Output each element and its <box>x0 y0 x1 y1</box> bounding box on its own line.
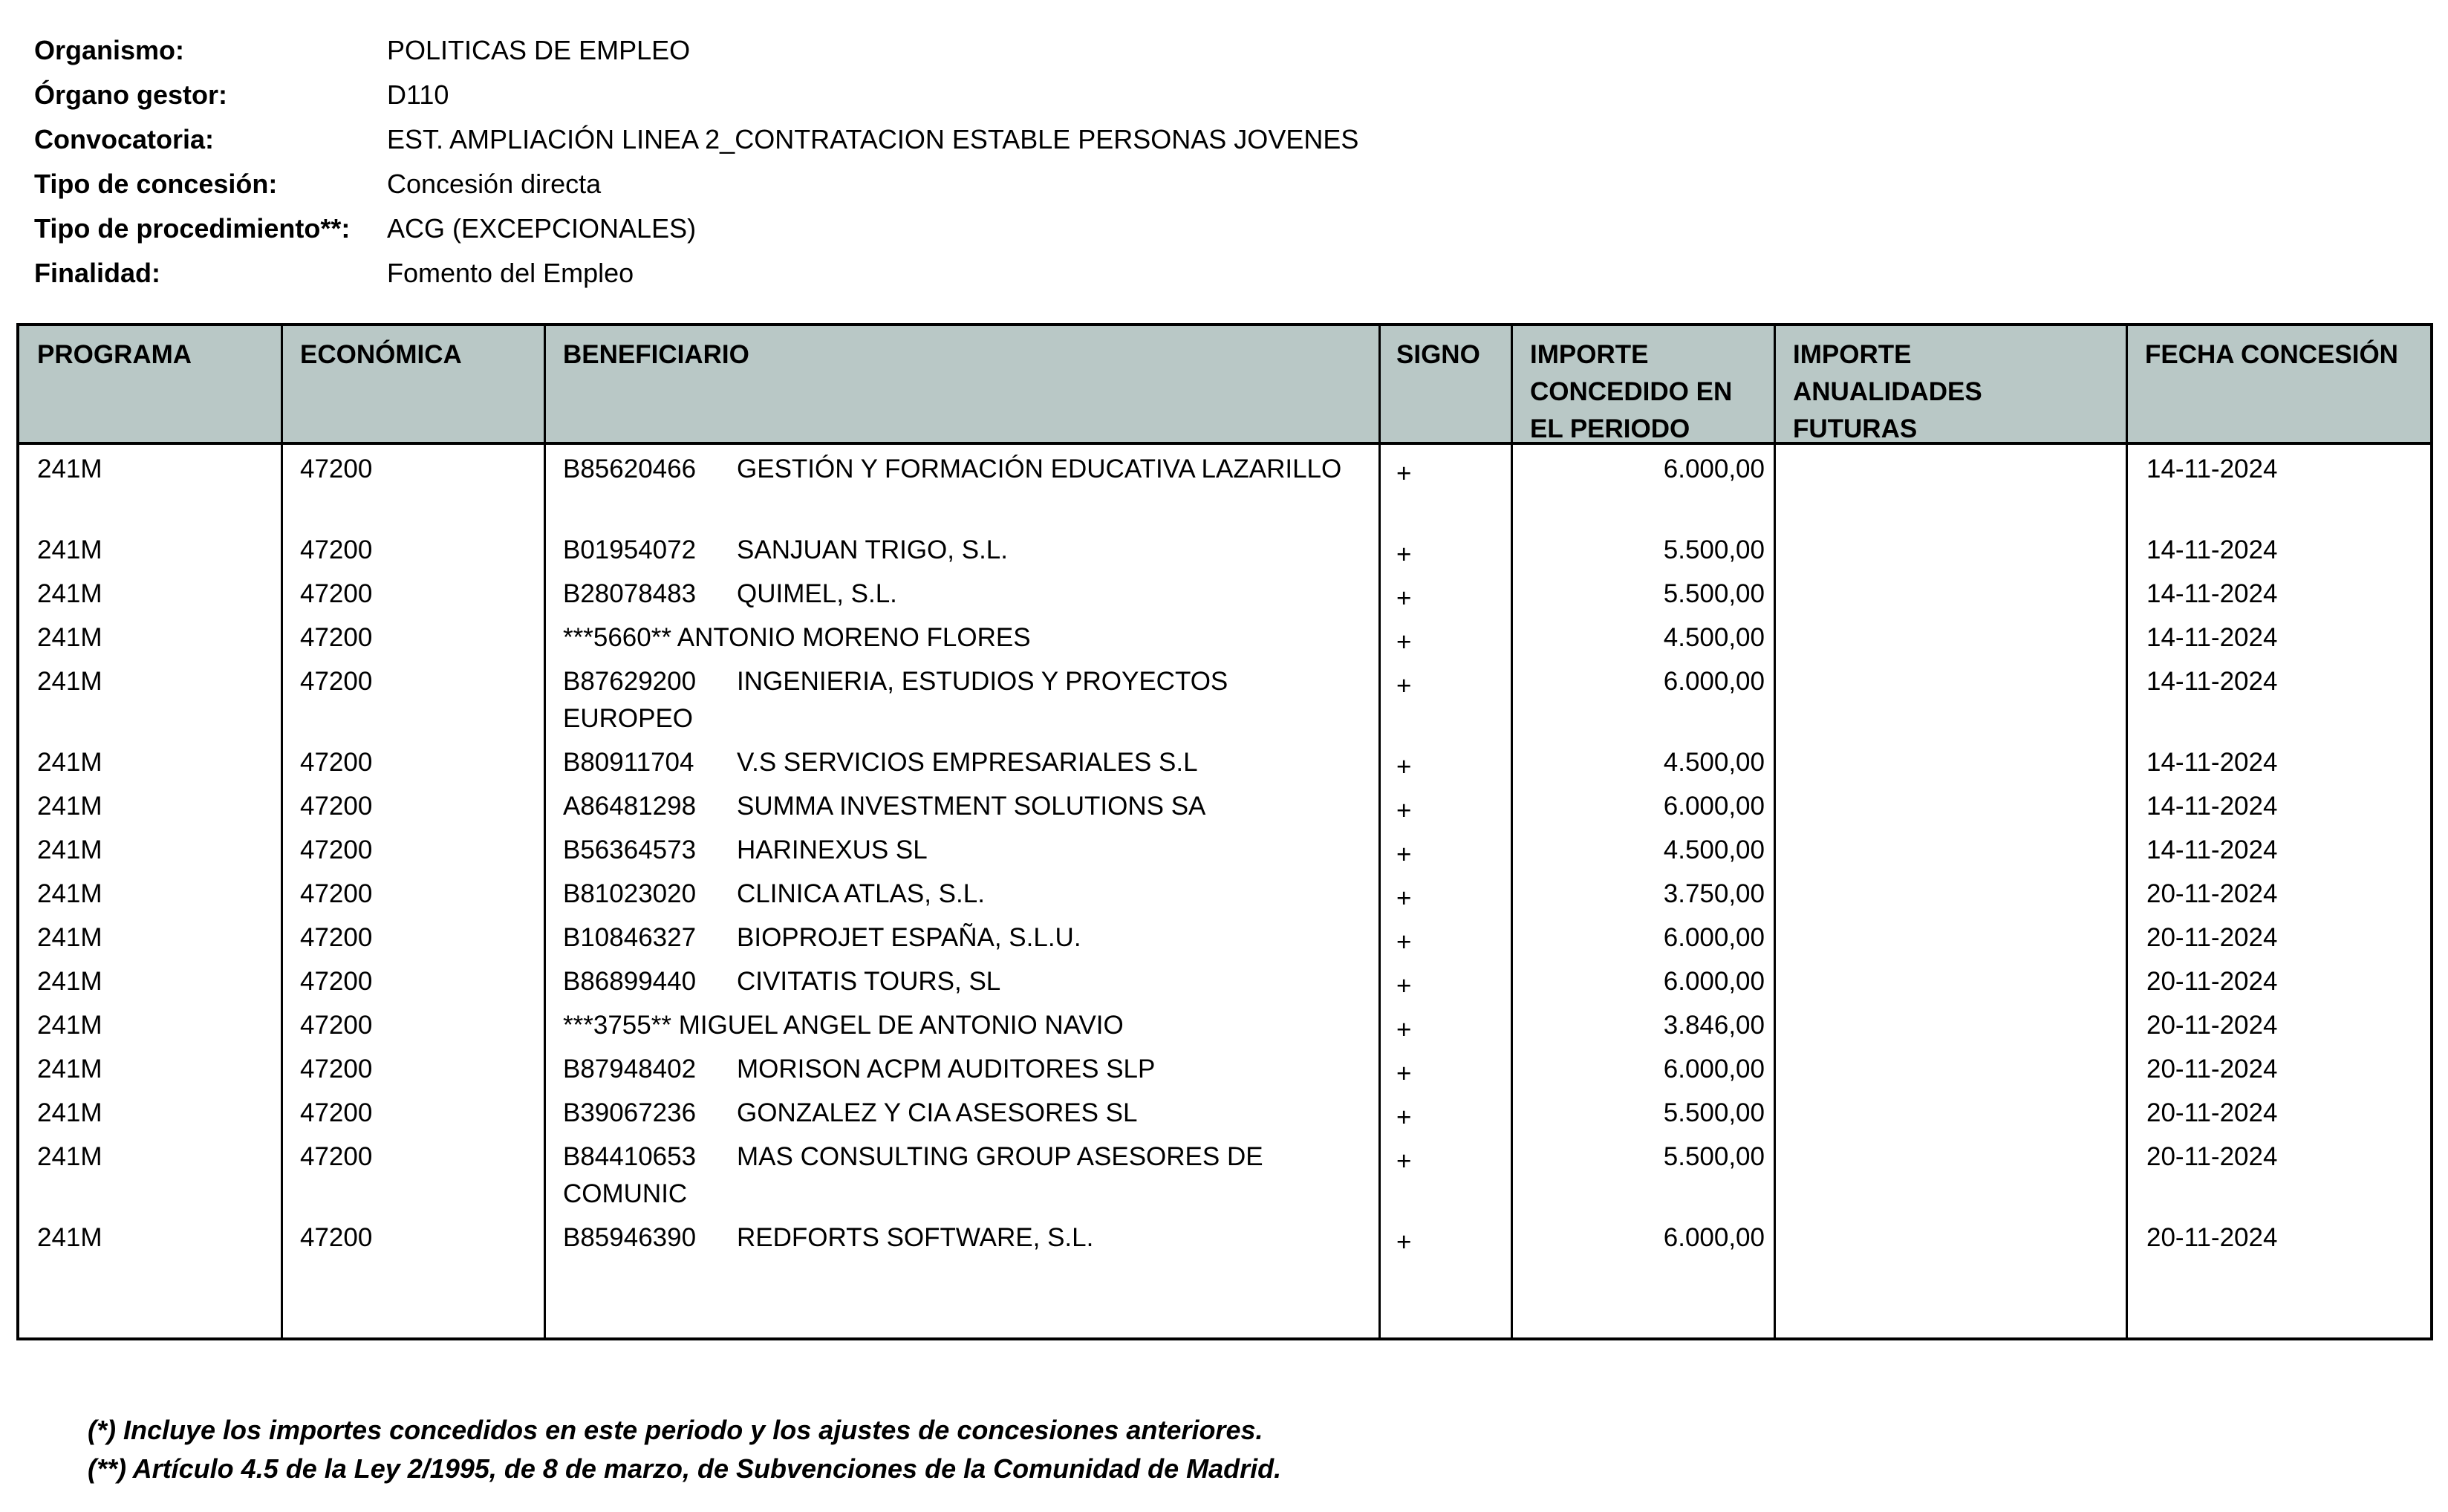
info-value: EST. AMPLIACIÓN LINEA 2_CONTRATACION ESTABLE PERSONAS JOVENES <box>387 124 1359 154</box>
cell-signo: + <box>1396 671 1412 700</box>
table-row <box>19 782 2430 826</box>
beneficiary-name: MIGUEL ANGEL DE ANTONIO NAVIO <box>678 1011 1124 1040</box>
cell-signo: + <box>1396 1147 1412 1176</box>
table-row <box>19 870 2430 913</box>
cell-beneficiario <box>563 1219 1350 1257</box>
cell-programa: 241M <box>37 623 102 652</box>
cell-fecha: 20-11-2024 <box>2146 1142 2278 1171</box>
cell-beneficiario <box>563 1138 1350 1213</box>
cell-programa: 241M <box>37 1055 102 1084</box>
beneficiary-name: MAS CONSULTING GROUP ASESORES DE COMUNIC <box>563 1142 1263 1208</box>
cell-economica: 47200 <box>300 454 373 483</box>
table-row <box>19 613 2430 657</box>
cell-beneficiario <box>563 576 1350 613</box>
cell-signo: + <box>1396 1228 1412 1257</box>
cell-signo: + <box>1396 628 1412 656</box>
cell-importe: 6.000,00 <box>1663 792 1765 821</box>
cell-fecha: 14-11-2024 <box>2146 748 2278 777</box>
cell-importe: 4.500,00 <box>1663 748 1765 777</box>
info-row-convocatoria <box>34 117 1965 162</box>
cell-importe: 6.000,00 <box>1663 967 1765 996</box>
header-fecha: FECHA CONCESIÓN <box>2145 340 2398 369</box>
beneficiary-nif: B01954072 <box>563 535 697 564</box>
beneficiary-nif: B28078483 <box>563 579 697 608</box>
cell-economica: 47200 <box>300 835 373 864</box>
beneficiary-name: SANJUAN TRIGO, S.L. <box>737 535 1008 564</box>
beneficiary-nif: B81023020 <box>563 879 697 908</box>
grants-table <box>16 323 2433 1340</box>
cell-signo: + <box>1396 1103 1412 1132</box>
cell-programa: 241M <box>37 667 102 696</box>
footnote: (**) Artículo 4.5 de la Ley 2/1995, de 8 de marzo, de Subvenciones de la Comunidad de Madrid. <box>88 1453 1282 1484</box>
beneficiary-nif: B86899440 <box>563 967 697 996</box>
beneficiary-name: MORISON ACPM AUDITORES SLP <box>737 1055 1156 1084</box>
table-row <box>19 957 2430 1001</box>
cell-economica: 47200 <box>300 1011 373 1040</box>
header-anualidades: IMPORTE ANUALIDADES FUTURAS <box>1793 340 1982 443</box>
info-value: D110 <box>387 79 449 110</box>
cell-economica: 47200 <box>300 535 373 564</box>
beneficiary-name: CLINICA ATLAS, S.L. <box>737 879 985 908</box>
beneficiary-nif: A86481298 <box>563 792 697 821</box>
cell-beneficiario <box>563 832 1350 869</box>
cell-economica: 47200 <box>300 667 373 696</box>
cell-importe: 4.500,00 <box>1663 835 1765 864</box>
table-row <box>19 526 2430 570</box>
cell-economica: 47200 <box>300 879 373 908</box>
table-row <box>19 1133 2430 1213</box>
info-row-finalidad <box>34 251 1965 296</box>
table-row <box>19 570 2430 613</box>
cell-importe: 5.500,00 <box>1663 535 1765 564</box>
cell-programa: 241M <box>37 535 102 564</box>
cell-beneficiario <box>563 532 1350 569</box>
cell-importe: 5.500,00 <box>1663 579 1765 608</box>
header-economica: ECONÓMICA <box>300 340 462 369</box>
info-row-organo-gestor <box>34 73 1965 117</box>
info-value: Fomento del Empleo <box>387 258 634 288</box>
cell-signo: + <box>1396 971 1412 1000</box>
table-row <box>19 1001 2430 1045</box>
cell-beneficiario <box>563 744 1350 781</box>
beneficiary-nif: B39067236 <box>563 1098 697 1127</box>
cell-signo: + <box>1396 540 1412 569</box>
cell-programa: 241M <box>37 454 102 483</box>
cell-programa: 241M <box>37 1011 102 1040</box>
cell-programa: 241M <box>37 748 102 777</box>
cell-fecha: 14-11-2024 <box>2146 454 2278 483</box>
cell-fecha: 14-11-2024 <box>2146 835 2278 864</box>
cell-importe: 5.500,00 <box>1663 1142 1765 1171</box>
cell-signo: + <box>1396 584 1412 613</box>
table-row <box>19 1045 2430 1089</box>
header-importe: IMPORTE CONCEDIDO EN EL PERIODO <box>1530 340 1733 443</box>
info-label: Convocatoria: <box>34 124 215 154</box>
info-label: Tipo de procedimiento**: <box>34 213 351 244</box>
table-row <box>19 826 2430 870</box>
beneficiary-name: GONZALEZ Y CIA ASESORES SL <box>737 1098 1138 1127</box>
beneficiary-nif: B87629200 <box>563 667 697 696</box>
cell-fecha: 14-11-2024 <box>2146 667 2278 696</box>
info-value: ACG (EXCEPCIONALES) <box>387 213 697 244</box>
info-row-organismo <box>34 28 1965 73</box>
cell-fecha: 14-11-2024 <box>2146 792 2278 821</box>
header-programa: PROGRAMA <box>37 340 192 369</box>
cell-signo: + <box>1396 796 1412 825</box>
beneficiary-nif: ***5660** <box>563 623 671 652</box>
cell-fecha: 20-11-2024 <box>2146 879 2278 908</box>
info-label: Organismo: <box>34 35 185 65</box>
info-row-tipo-procedimiento <box>34 206 1965 251</box>
cell-importe: 6.000,00 <box>1663 1055 1765 1084</box>
cell-fecha: 14-11-2024 <box>2146 623 2278 652</box>
cell-importe: 6.000,00 <box>1663 454 1765 483</box>
header-beneficiario: BENEFICIARIO <box>563 340 749 369</box>
cell-fecha: 14-11-2024 <box>2146 535 2278 564</box>
beneficiary-name: REDFORTS SOFTWARE, S.L. <box>737 1223 1094 1252</box>
info-value: Concesión directa <box>387 169 602 199</box>
cell-fecha: 20-11-2024 <box>2146 1098 2278 1127</box>
cell-programa: 241M <box>37 835 102 864</box>
cell-signo: + <box>1396 884 1412 913</box>
cell-importe: 6.000,00 <box>1663 667 1765 696</box>
cell-programa: 241M <box>37 879 102 908</box>
footnotes <box>88 1411 1281 1488</box>
cell-programa: 241M <box>37 967 102 996</box>
table-row <box>19 657 2430 738</box>
info-label: Órgano gestor: <box>34 79 228 110</box>
cell-signo: + <box>1396 928 1412 957</box>
cell-importe: 3.750,00 <box>1663 879 1765 908</box>
cell-fecha: 20-11-2024 <box>2146 1011 2278 1040</box>
beneficiary-name: BIOPROJET ESPAÑA, S.L.U. <box>737 923 1081 952</box>
cell-economica: 47200 <box>300 923 373 952</box>
cell-beneficiario <box>563 919 1350 957</box>
cell-importe: 3.846,00 <box>1663 1011 1765 1040</box>
cell-signo: + <box>1396 1015 1412 1044</box>
table-row <box>19 738 2430 782</box>
cell-signo: + <box>1396 840 1412 869</box>
footnote: (*) Incluye los importes concedidos en este periodo y los ajustes de concesiones anteriores. <box>88 1415 1263 1445</box>
cell-economica: 47200 <box>300 579 373 608</box>
cell-economica: 47200 <box>300 1098 373 1127</box>
table-header <box>19 326 2430 445</box>
table-row <box>19 445 2430 526</box>
header-signo: SIGNO <box>1396 340 1480 369</box>
beneficiary-name: V.S SERVICIOS EMPRESARIALES S.L <box>737 748 1198 777</box>
cell-signo: + <box>1396 459 1412 488</box>
cell-beneficiario <box>563 1051 1350 1088</box>
cell-beneficiario <box>563 619 1350 656</box>
cell-programa: 241M <box>37 923 102 952</box>
cell-programa: 241M <box>37 1223 102 1252</box>
cell-economica: 47200 <box>300 792 373 821</box>
beneficiary-name: QUIMEL, S.L. <box>737 579 897 608</box>
cell-economica: 47200 <box>300 748 373 777</box>
beneficiary-name: CIVITATIS TOURS, SL <box>737 967 1001 996</box>
beneficiary-name: SUMMA INVESTMENT SOLUTIONS SA <box>737 792 1206 821</box>
cell-beneficiario <box>563 963 1350 1000</box>
cell-beneficiario <box>563 663 1350 737</box>
cell-signo: + <box>1396 1059 1412 1088</box>
beneficiary-nif: B85620466 <box>563 454 697 483</box>
beneficiary-name: GESTIÓN Y FORMACIÓN EDUCATIVA LAZARILLO <box>737 454 1342 483</box>
cell-importe: 6.000,00 <box>1663 923 1765 952</box>
info-value: POLITICAS DE EMPLEO <box>387 35 691 65</box>
cell-fecha: 14-11-2024 <box>2146 579 2278 608</box>
beneficiary-nif: ***3755** <box>563 1011 671 1040</box>
cell-fecha: 20-11-2024 <box>2146 1223 2278 1252</box>
cell-importe: 4.500,00 <box>1663 623 1765 652</box>
cell-fecha: 20-11-2024 <box>2146 1055 2278 1084</box>
info-label: Tipo de concesión: <box>34 169 278 199</box>
table-body <box>19 445 2430 1257</box>
cell-economica: 47200 <box>300 1142 373 1171</box>
info-label: Finalidad: <box>34 258 160 288</box>
cell-signo: + <box>1396 752 1412 781</box>
cell-programa: 241M <box>37 1098 102 1127</box>
cell-programa: 241M <box>37 579 102 608</box>
cell-fecha: 20-11-2024 <box>2146 923 2278 952</box>
cell-programa: 241M <box>37 792 102 821</box>
cell-beneficiario <box>563 451 1350 488</box>
cell-fecha: 20-11-2024 <box>2146 967 2278 996</box>
cell-economica: 47200 <box>300 623 373 652</box>
cell-economica: 47200 <box>300 1223 373 1252</box>
cell-beneficiario <box>563 1095 1350 1132</box>
cell-importe: 5.500,00 <box>1663 1098 1765 1127</box>
cell-programa: 241M <box>37 1142 102 1171</box>
beneficiary-nif: B80911704 <box>563 748 694 777</box>
beneficiary-name: ANTONIO MORENO FLORES <box>677 623 1031 652</box>
table-row <box>19 913 2430 957</box>
cell-beneficiario <box>563 876 1350 913</box>
cell-beneficiario <box>563 1007 1350 1044</box>
beneficiary-nif: B87948402 <box>563 1055 697 1084</box>
beneficiary-nif: B10846327 <box>563 923 697 952</box>
beneficiary-nif: B84410653 <box>563 1142 697 1171</box>
table-row <box>19 1089 2430 1133</box>
table-row <box>19 1213 2430 1257</box>
beneficiary-nif: B56364573 <box>563 835 697 864</box>
cell-economica: 47200 <box>300 1055 373 1084</box>
beneficiary-name: HARINEXUS SL <box>737 835 928 864</box>
document-header <box>34 28 1965 296</box>
beneficiary-nif: B85946390 <box>563 1223 697 1252</box>
cell-beneficiario <box>563 788 1350 825</box>
cell-economica: 47200 <box>300 967 373 996</box>
cell-importe: 6.000,00 <box>1663 1223 1765 1252</box>
info-row-tipo-concesion <box>34 162 1965 206</box>
beneficiary-name: INGENIERIA, ESTUDIOS Y PROYECTOS EUROPEO <box>563 667 1228 733</box>
